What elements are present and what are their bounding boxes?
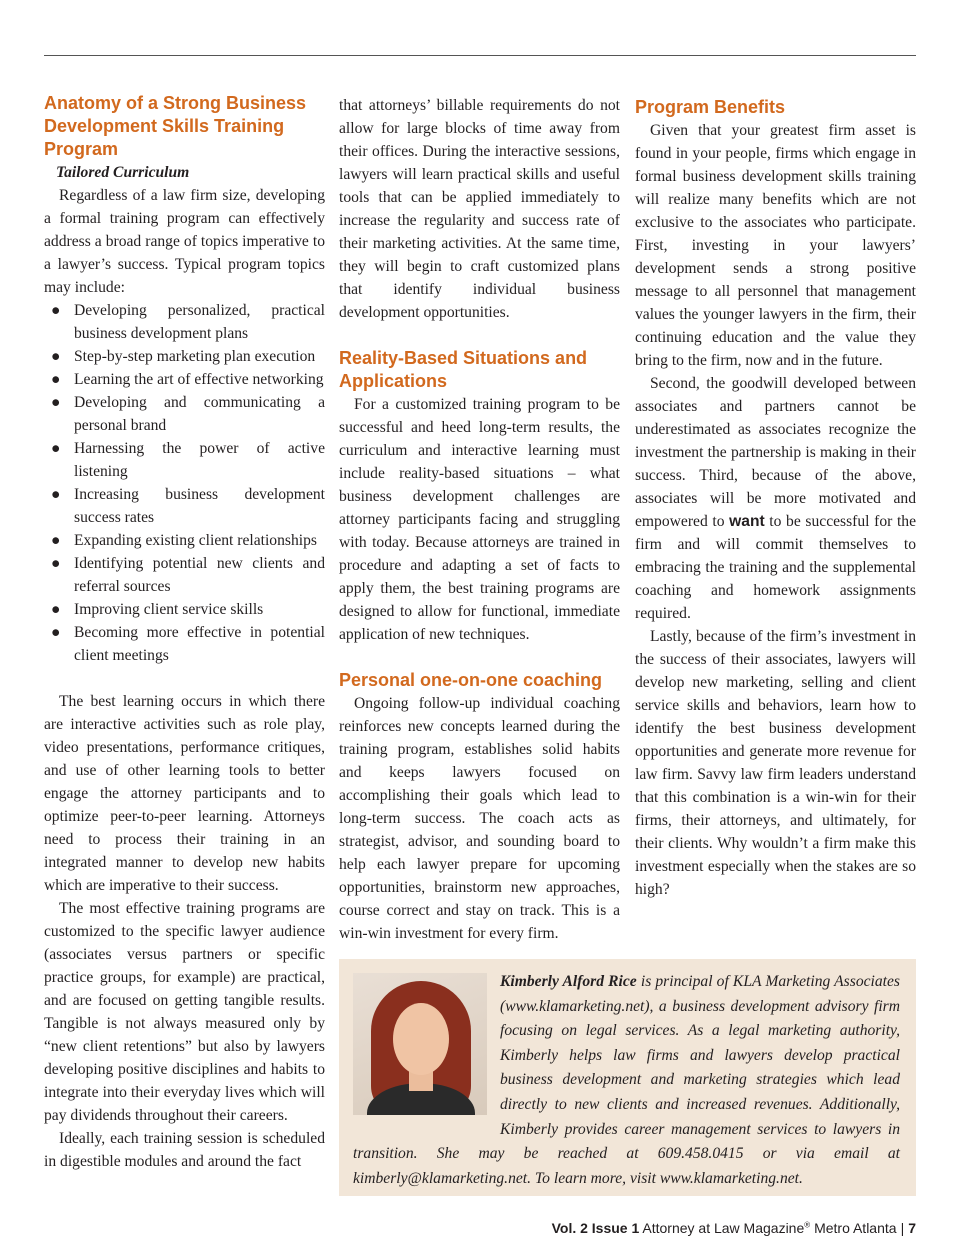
list-item: ● Identifying potential new clients and referral sources — [44, 552, 325, 598]
spacer — [339, 646, 620, 669]
heading-reality-based: Reality-Based Situations and Applications — [339, 348, 588, 391]
top-rule — [44, 55, 916, 56]
list-item: ● Improving client service skills — [44, 598, 325, 621]
subheading-tailored-curriculum: Tailored Curriculum — [56, 164, 190, 181]
bullet-icon: ● — [51, 601, 61, 618]
registered-mark: ® — [804, 1220, 811, 1230]
bullet-icon: ● — [51, 302, 61, 319]
bullet-icon: ● — [51, 394, 61, 411]
footer-separator: | — [900, 1220, 905, 1236]
list-item: ● Increasing business development success rates — [44, 483, 325, 529]
paragraph-intro: Regardless of a law firm size, developing a formal training program can effectively address a broad range of topics imperative to a lawyer’s success. Typical program topics may include: — [44, 187, 325, 296]
paragraph-benefits-3: Lastly, because of the firm’s investment in the success of their associates, lawyers will develop new marketing, selling and client service skills and behaviors, learn how to identify the best business development opportunities and generate more revenue for law firm. Savvy law firm leaders understand that this combination is a win-win for their firms, their attorneys, and ultimately, for their clients. Why wouldn’t a firm make this investment especially when the stakes are so high? — [635, 628, 916, 898]
magazine-name: Attorney at Law Magazine — [642, 1220, 805, 1236]
column-1 — [44, 92, 325, 1173]
page-footer — [552, 1220, 916, 1236]
paragraph-best-learning: The best learning occurs in which there are interactive activities such as role play, video presentations, performance critiques, and use of other learning tools to better engage the attorney participants and to optimize peer-to-peer learning. Attorneys need to process their training in an integrated manner to develop new habits which are imperative to their success. — [44, 693, 325, 894]
heading-coaching: Personal one-on-one coaching — [339, 670, 603, 690]
paragraph-effective-programs: The most effective training programs are customized to the specific lawyer audience (associates versus partners or specific practice groups, for example) are practical, and are focused on getting tangible results. Tangible is not always measured only by “new client retentions” but also by lawyers developing positive disciplines and habits to integrate into their everyday lives which will pay dividends throughout their careers. — [44, 900, 325, 1124]
heading-anatomy: Anatomy of a Strong Business Development Skills Training Program — [44, 93, 307, 159]
column-3 — [635, 96, 916, 901]
spacer — [44, 667, 325, 690]
paragraph-benefits-1: Given that your greatest firm asset is found in your people, firms which engage in formal business development skills training will realize many benefits which are not exclusive to the associates who participate. First, investing in your lawyers’ development sends a strong positive message to all personnel that management values the younger lawyers in the firm, their continuing education and the value they bring to the firm, now and in the future. — [635, 122, 916, 369]
author-name: Kimberly Alford Rice — [500, 973, 637, 990]
page-number: 7 — [908, 1220, 916, 1236]
bullet-icon: ● — [51, 532, 61, 549]
list-item: ● Learning the art of effective networking — [44, 368, 325, 391]
list-item: ● Developing and communicating a personal brand — [44, 391, 325, 437]
heading-program-benefits: Program Benefits — [635, 97, 786, 117]
author-bio-box — [339, 959, 916, 1196]
bullet-icon: ● — [51, 348, 61, 365]
emphasis-want: want — [729, 513, 765, 530]
paragraph-continued: that attorneys’ billable requirements do not allow for large blocks of time away from their offices. During the interactive sessions, lawyers will learn practical skills and useful tools that can be applied immediately to increase the regularity and success rate of their marketing activities. At the same time, they will begin to craft customized plans that identify individual business development opportunities. — [339, 97, 620, 321]
list-item: ● Becoming more effective in potential client meetings — [44, 621, 325, 667]
issue-label: Vol. 2 Issue 1 — [551, 1220, 640, 1236]
paragraph-ideally: Ideally, each training session is scheduled in digestible modules and around the fact — [44, 1130, 325, 1170]
paragraph-reality-based: For a customized training program to be successful and heed long-term results, the curriculum and interactive learning must include reality-based situations – what business development challenges are attorney participants facing and struggling with today. Because attorneys are trained in procedure and adapting a set of facts to apply them, the best training programs are designed to allow for functional, immediate application of new techniques. — [339, 396, 620, 643]
bullet-icon: ● — [51, 486, 61, 503]
author-bio-text — [353, 970, 900, 1191]
paragraph-benefits-2: Second, the goodwill developed between associates and partners cannot be underestimated as associates recognize the investment the partnership is making in their success. Third, because of the above, associates will be more motivated and empowered to want to be successful for the firm and will commit themselves to embracing the training and the supplemental coaching and homework assignments required. — [635, 375, 916, 622]
bullet-icon: ● — [51, 555, 61, 572]
topics-list — [44, 299, 325, 667]
spacer — [339, 324, 620, 347]
list-item: ● Harnessing the power of active listening — [44, 437, 325, 483]
bullet-icon: ● — [51, 440, 61, 457]
list-item: ● Step-by-step marketing plan execution — [44, 345, 325, 368]
column-2 — [339, 94, 620, 945]
paragraph-coaching: Ongoing follow-up individual coaching reinforces new concepts learned during the training program, establishes solid habits and keeps lawyers focused on accomplishing their goals which lead to long-term success. The coach acts as strategist, advisor, and sounding board to help each lawyer prepare for upcoming opportunities, brainstorm new approaches, course correct and stay on track. This is a win-win investment for every firm. — [339, 695, 620, 942]
author-bio-body: is principal of KLA Marketing Associates (www.klamarketing.net), a business development advisory firm focusing on legal services. As a legal marketing authority, Kimberly helps law firms and lawyers develop practical business development and marketing strategies which lead directly to new clients and increased revenues. Additionally, Kimberly provides career management services to lawyers in transition. She may be reached at 609.458.0415 or via email at kimberly@klamarketing.net. To learn more, visit www.klamarketing.net. — [353, 973, 900, 1187]
bullet-icon: ● — [51, 624, 61, 641]
list-item: ● Expanding existing client relationships — [44, 529, 325, 552]
list-item: ● Developing personalized, practical business development plans — [44, 299, 325, 345]
edition-name: Metro Atlanta — [814, 1220, 897, 1236]
bullet-icon: ● — [51, 371, 61, 388]
